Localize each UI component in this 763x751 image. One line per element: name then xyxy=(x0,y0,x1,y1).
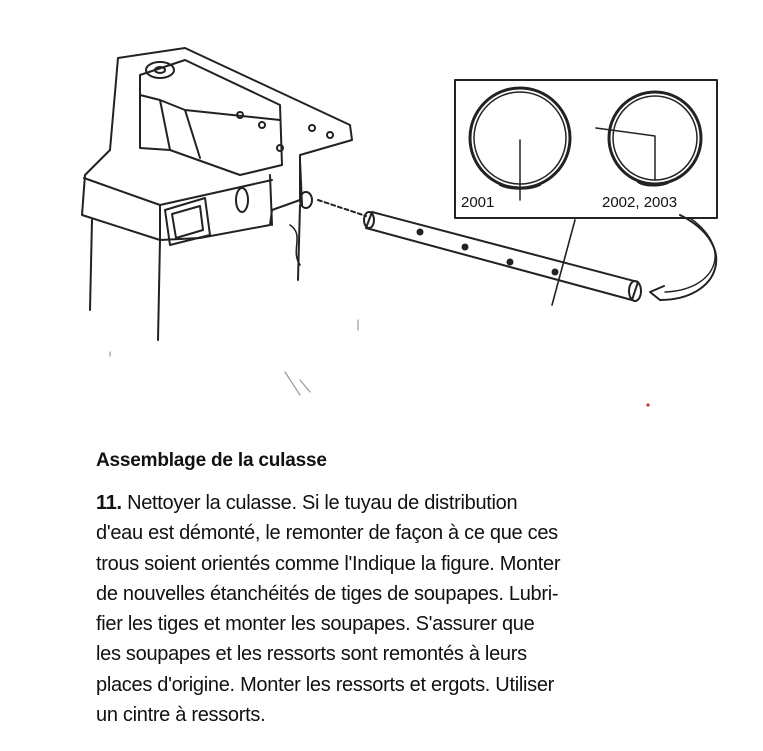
instruction-line: places d'origine. Monter les ressorts et ergots. Utiliser xyxy=(96,673,555,696)
step-number: 11. xyxy=(96,492,122,514)
instruction-line: fier les tiges et monter les soupapes. S'assurer que xyxy=(96,613,535,636)
instruction-paragraph xyxy=(96,488,736,730)
instruction-line xyxy=(96,488,736,518)
instruction-line: de nouvelles étanchéités de tiges de soupapes. Lubri- xyxy=(96,582,559,605)
instruction-line: les soupapes et les ressorts sont remontés à leurs xyxy=(96,643,527,666)
head-top-outline xyxy=(82,48,352,240)
inset-label-2002-2003: 2002, 2003 xyxy=(602,194,678,211)
water-distribution-tube xyxy=(366,212,638,300)
instruction-line: d'eau est démonté, le remonter de façon à ce que ces xyxy=(96,522,558,545)
inset-label-2001: 2001 xyxy=(461,194,495,211)
instruction-line: un cintre à ressorts. xyxy=(96,704,266,727)
instruction-text: Nettoyer la culasse. Si le tuyau de distribution xyxy=(121,492,518,514)
instruction-line: trous soient orientés comme l'Indique la figure. Monter xyxy=(96,552,561,575)
section-heading: Assemblage de la culasse xyxy=(96,450,327,471)
